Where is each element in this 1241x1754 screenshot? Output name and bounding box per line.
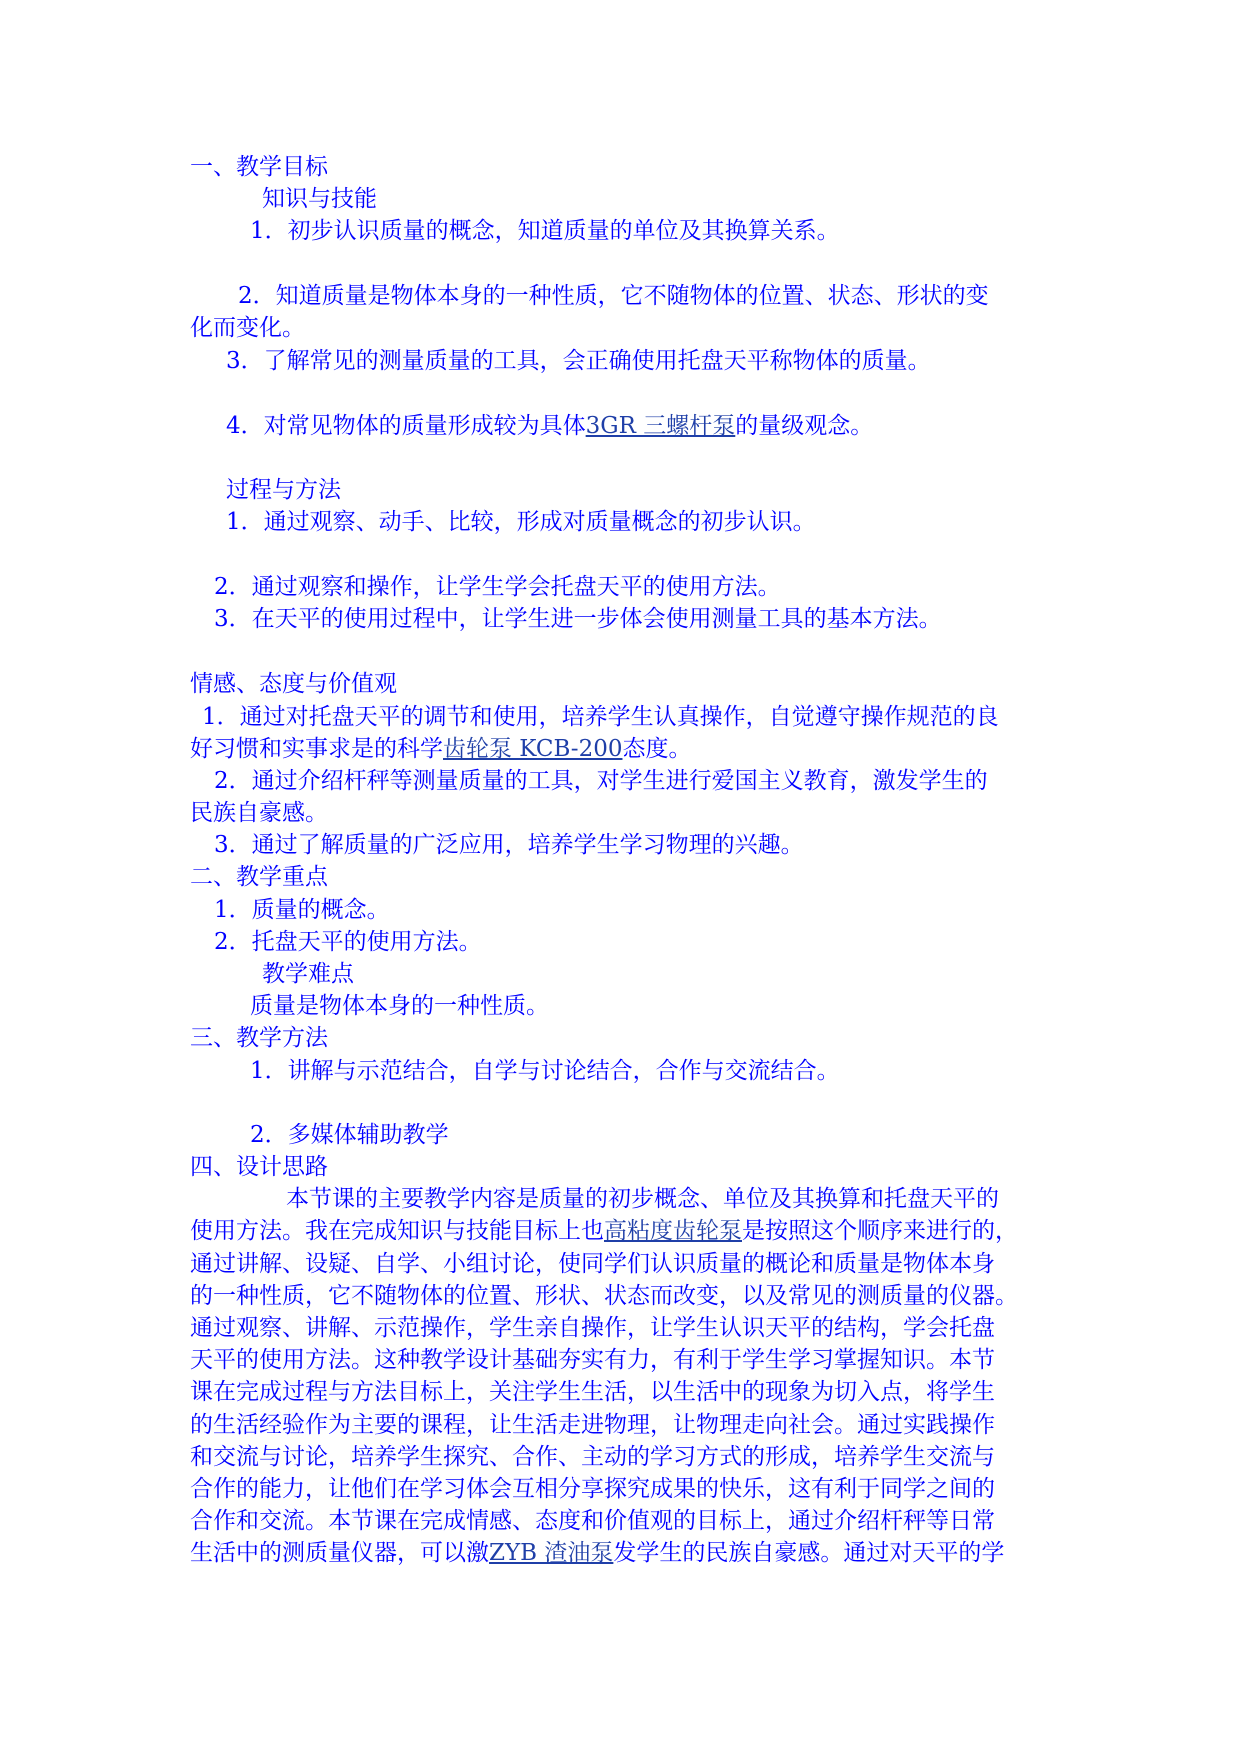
emotion-item-1-text: 好习惯和实事求是的科学 <box>190 736 443 762</box>
design-line-2-text: 使用方法。我在完成知识与技能目标上也 <box>190 1218 604 1244</box>
pump-link-zyb[interactable]: ZYB 渣油泵 <box>489 1540 614 1566</box>
design-line-2-tail: 是按照这个顺序来进行的， <box>742 1218 1018 1244</box>
section-heading-methods: 三、教学方法 <box>190 1025 328 1051</box>
design-line-12-tail: 发学生的民族自豪感。通过对天平的学 <box>613 1540 1005 1566</box>
pump-link-kcb200[interactable]: 齿轮泵 KCB-200 <box>443 736 623 762</box>
pump-link-3gr[interactable]: 3GR 三螺杆泵 <box>585 413 736 439</box>
emotion-item-2-line-1: 2．通过介绍杆秤等测量质量的工具，对学生进行爱国主义教育，激发学生的 <box>214 768 988 794</box>
design-line-2 <box>190 1215 1018 1247</box>
design-line-7: 课在完成过程与方法目标上，关注学生生活，以生活中的现象为切入点，将学生 <box>190 1379 995 1405</box>
section-heading-goals: 一、教学目标 <box>190 154 328 180</box>
design-line-1: 本节课的主要教学内容是质量的初步概念、单位及其换算和托盘天平的 <box>286 1186 999 1212</box>
design-line-4: 的一种性质，它不随物体的位置、形状、状态而改变，以及常见的测质量的仪器。 <box>190 1283 1018 1309</box>
knowledge-item-2-line-1: 2．知道质量是物体本身的一种性质，它不随物体的位置、状态、形状的变 <box>238 283 989 309</box>
emotion-item-3: 3．通过了解质量的广泛应用，培养学生学习物理的兴趣。 <box>214 832 804 858</box>
knowledge-item-4-text: 4．对常见物体的质量形成较为具体 <box>226 413 586 439</box>
process-item-1: 1．通过观察、动手、比较，形成对质量概念的初步认识。 <box>226 509 816 535</box>
difficulty-text: 质量是物体本身的一种性质。 <box>250 993 549 1019</box>
design-line-9: 和交流与讨论，培养学生探究、合作、主动的学习方式的形成，培养学生交流与 <box>190 1444 995 1470</box>
subheading-emotion: 情感、态度与价值观 <box>190 671 397 697</box>
emotion-item-1-line-2 <box>190 733 691 765</box>
emotion-item-2-line-2: 民族自豪感。 <box>190 800 328 826</box>
process-item-2: 2．通过观察和操作，让学生学会托盘天平的使用方法。 <box>214 574 781 600</box>
pump-link-high-viscosity[interactable]: 高粘度齿轮泵 <box>604 1218 742 1244</box>
method-item-1: 1．讲解与示范结合，自学与讨论结合，合作与交流结合。 <box>250 1058 840 1084</box>
knowledge-item-4-tail: 的量级观念。 <box>735 413 874 439</box>
knowledge-item-4 <box>226 410 873 442</box>
subheading-knowledge: 知识与技能 <box>262 186 377 212</box>
process-item-3: 3．在天平的使用过程中，让学生进一步体会使用测量工具的基本方法。 <box>214 606 942 632</box>
design-line-12 <box>190 1537 1004 1569</box>
key-point-2: 2．托盘天平的使用方法。 <box>214 929 482 955</box>
design-line-8: 的生活经验作为主要的课程，让生活走进物理，让物理走向社会。通过实践操作 <box>190 1412 995 1438</box>
section-heading-design: 四、设计思路 <box>190 1154 328 1180</box>
design-line-6: 天平的使用方法。这种教学设计基础夯实有力，有利于学生学习掌握知识。本节 <box>190 1347 995 1373</box>
section-heading-key-points: 二、教学重点 <box>190 864 328 890</box>
design-line-12-text: 生活中的测质量仪器，可以激 <box>190 1540 489 1566</box>
design-line-5: 通过观察、讲解、示范操作，学生亲自操作，让学生认识天平的结构，学会托盘 <box>190 1315 995 1341</box>
design-line-3: 通过讲解、设疑、自学、小组讨论，使同学们认识质量的概论和质量是物体本身 <box>190 1251 995 1277</box>
method-item-2: 2．多媒体辅助教学 <box>250 1122 449 1148</box>
subheading-process: 过程与方法 <box>226 477 341 503</box>
design-line-11: 合作和交流。本节课在完成情感、态度和价值观的目标上，通过介绍杆秤等日常 <box>190 1508 995 1534</box>
emotion-item-1-tail: 态度。 <box>622 736 692 762</box>
emotion-item-1-line-1: 1．通过对托盘天平的调节和使用，培养学生认真操作，自觉遵守操作规范的良 <box>202 704 999 730</box>
knowledge-item-1: 1．初步认识质量的概念，知道质量的单位及其换算关系。 <box>250 218 840 244</box>
subheading-difficulty: 教学难点 <box>262 961 354 987</box>
knowledge-item-3: 3．了解常见的测量质量的工具，会正确使用托盘天平称物体的质量。 <box>226 348 931 374</box>
design-line-10: 合作的能力，让他们在学习体会互相分享探究成果的快乐，这有利于同学之间的 <box>190 1476 995 1502</box>
knowledge-item-2-line-2: 化而变化。 <box>190 315 305 341</box>
key-point-1: 1．质量的概念。 <box>214 897 390 923</box>
